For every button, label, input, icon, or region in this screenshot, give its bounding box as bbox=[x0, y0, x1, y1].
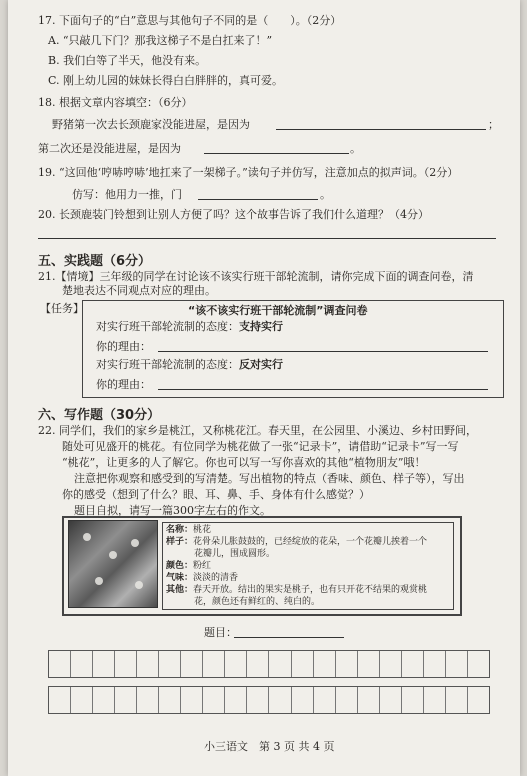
q17-option-a: A. “只敲几下门？那我这梯子不是白扛来了！” bbox=[48, 34, 273, 47]
blossom-shape bbox=[83, 533, 91, 541]
q20-stem: 20. 长颈鹿装门铃想到让别人方便了吗？这个故事告诉了我们什么道理？（4分） bbox=[38, 208, 429, 221]
page-footer: 小三语文 第 3 页 共 4 页 bbox=[204, 740, 335, 753]
q22-line2: 随处可见盛开的桃花。有位同学为桃花做了一张“记录卡”，请借助“记录卡”写一写 bbox=[62, 440, 459, 453]
writing-grid-row[interactable] bbox=[48, 686, 490, 714]
exam-page bbox=[8, 0, 520, 776]
card-name-label: 名称： bbox=[166, 525, 194, 535]
section5-title: 五、实践题（6分） bbox=[38, 254, 152, 269]
reason-label-2: 你的理由： bbox=[96, 378, 151, 391]
q17-option-b: B. 我们白等了半天，他没有来。 bbox=[48, 54, 207, 67]
q18-line1-end: ； bbox=[488, 118, 499, 131]
writing-title-blank[interactable] bbox=[234, 637, 344, 638]
q18-line1: 野猪第一次去长颈鹿家没能进屋，是因为 bbox=[52, 118, 250, 131]
q22-line5: 你的感受（想到了什么？眼、耳、鼻、手、身体有什么感觉？） bbox=[62, 488, 370, 501]
reason-blank-1[interactable] bbox=[158, 351, 488, 352]
card-color-label: 颜色： bbox=[166, 561, 194, 571]
writing-grid-row[interactable] bbox=[48, 650, 490, 678]
q17-stem: 17. 下面句子的“白”意思与其他句子不同的是（ ）。（2分） bbox=[38, 14, 342, 27]
card-name-value: 桃花 bbox=[193, 525, 212, 535]
q18-line2-end: 。 bbox=[350, 142, 361, 155]
attitude-oppose: 反对实行 bbox=[239, 358, 283, 371]
blossom-shape bbox=[135, 581, 143, 589]
q19-imitate: 仿写：他用力一推，门 bbox=[72, 188, 182, 201]
q21-line1: 21.【情境】三年级的同学在讨论该不该实行班干部轮流制，请你完成下面的调查问卷，清 bbox=[38, 270, 474, 283]
attitude-prefix-2: 对实行班干部轮流制的态度： bbox=[96, 358, 239, 371]
blossom-shape bbox=[95, 577, 103, 585]
card-smell-value: 淡淡的清香 bbox=[193, 573, 239, 583]
attitude-prefix: 对实行班干部轮流制的态度： bbox=[96, 320, 239, 333]
attitude-support-row bbox=[96, 320, 283, 334]
q18-blank-1[interactable] bbox=[276, 129, 486, 130]
card-shape-value-2: 花瓣儿，围成圆形。 bbox=[194, 549, 276, 559]
blossom-shape bbox=[109, 551, 117, 559]
survey-title: “该不该实行班干部轮流制”调查问卷 bbox=[188, 304, 368, 317]
q18-stem: 18. 根据文章内容填空：（6分） bbox=[38, 96, 193, 109]
card-smell-row bbox=[166, 572, 238, 584]
q22-line3: “桃花”，让更多的人了解它。你也可以写一写你喜欢的其他“植物朋友”哦！ bbox=[62, 456, 426, 469]
reason-label-1: 你的理由： bbox=[96, 340, 151, 353]
card-shape-label: 样子： bbox=[166, 537, 194, 547]
card-shape-row bbox=[166, 536, 427, 548]
card-color-row bbox=[166, 560, 211, 572]
card-other-label: 其他： bbox=[166, 585, 194, 595]
blossom-shape bbox=[131, 539, 139, 547]
q21-line2: 楚地表达不同观点对应的理由。 bbox=[62, 284, 216, 297]
card-color-value: 粉红 bbox=[193, 561, 212, 571]
card-other-value-1: 春天开放。结出的果实是桃子，也有只开花不结果的观赏桃 bbox=[193, 585, 428, 595]
q19-imitate-end: 。 bbox=[320, 188, 331, 201]
q17-option-c: C. 刚上幼儿园的妹妹长得白白胖胖的，真可爱。 bbox=[48, 74, 284, 87]
q20-answer-line[interactable] bbox=[38, 238, 496, 239]
q22-line4: 注意把你观察和感受到的写清楚。写出植物的特点（香味、颜色、样子等），写出 bbox=[74, 472, 465, 485]
card-name-row bbox=[166, 524, 211, 536]
section6-title: 六、写作题（30分） bbox=[38, 408, 161, 423]
card-shape-value-1: 花骨朵儿胀鼓鼓的，已经绽放的花朵，一个花瓣儿挨着一个 bbox=[193, 537, 428, 547]
card-other-value-2: 花，颜色还有鲜红的、纯白的。 bbox=[194, 597, 321, 607]
card-smell-label: 气味： bbox=[166, 573, 194, 583]
q18-line2: 第二次还是没能进屋，是因为 bbox=[38, 142, 181, 155]
q22-line6: 题目自拟，请写一篇300字左右的作文。 bbox=[74, 504, 271, 517]
peach-blossom-photo bbox=[68, 520, 158, 608]
q22-line1: 22. 同学们，我们的家乡是桃江，又称桃花江。春天里，在公园里、小溪边、乡村田野间， bbox=[38, 424, 477, 437]
attitude-oppose-row bbox=[96, 358, 283, 372]
q19-stem: 19. “这回他‘哼哧哼哧’地扛来了一架梯子。”读句子并仿写，注意加点的拟声词。（2分） bbox=[38, 166, 459, 179]
q19-blank[interactable] bbox=[198, 199, 318, 200]
attitude-support: 支持实行 bbox=[239, 320, 283, 333]
reason-blank-2[interactable] bbox=[158, 389, 488, 390]
card-other-row bbox=[166, 584, 427, 596]
writing-title-label: 题目： bbox=[204, 626, 237, 639]
task-label: 【任务】 bbox=[40, 302, 84, 315]
q18-blank-2[interactable] bbox=[204, 153, 349, 154]
